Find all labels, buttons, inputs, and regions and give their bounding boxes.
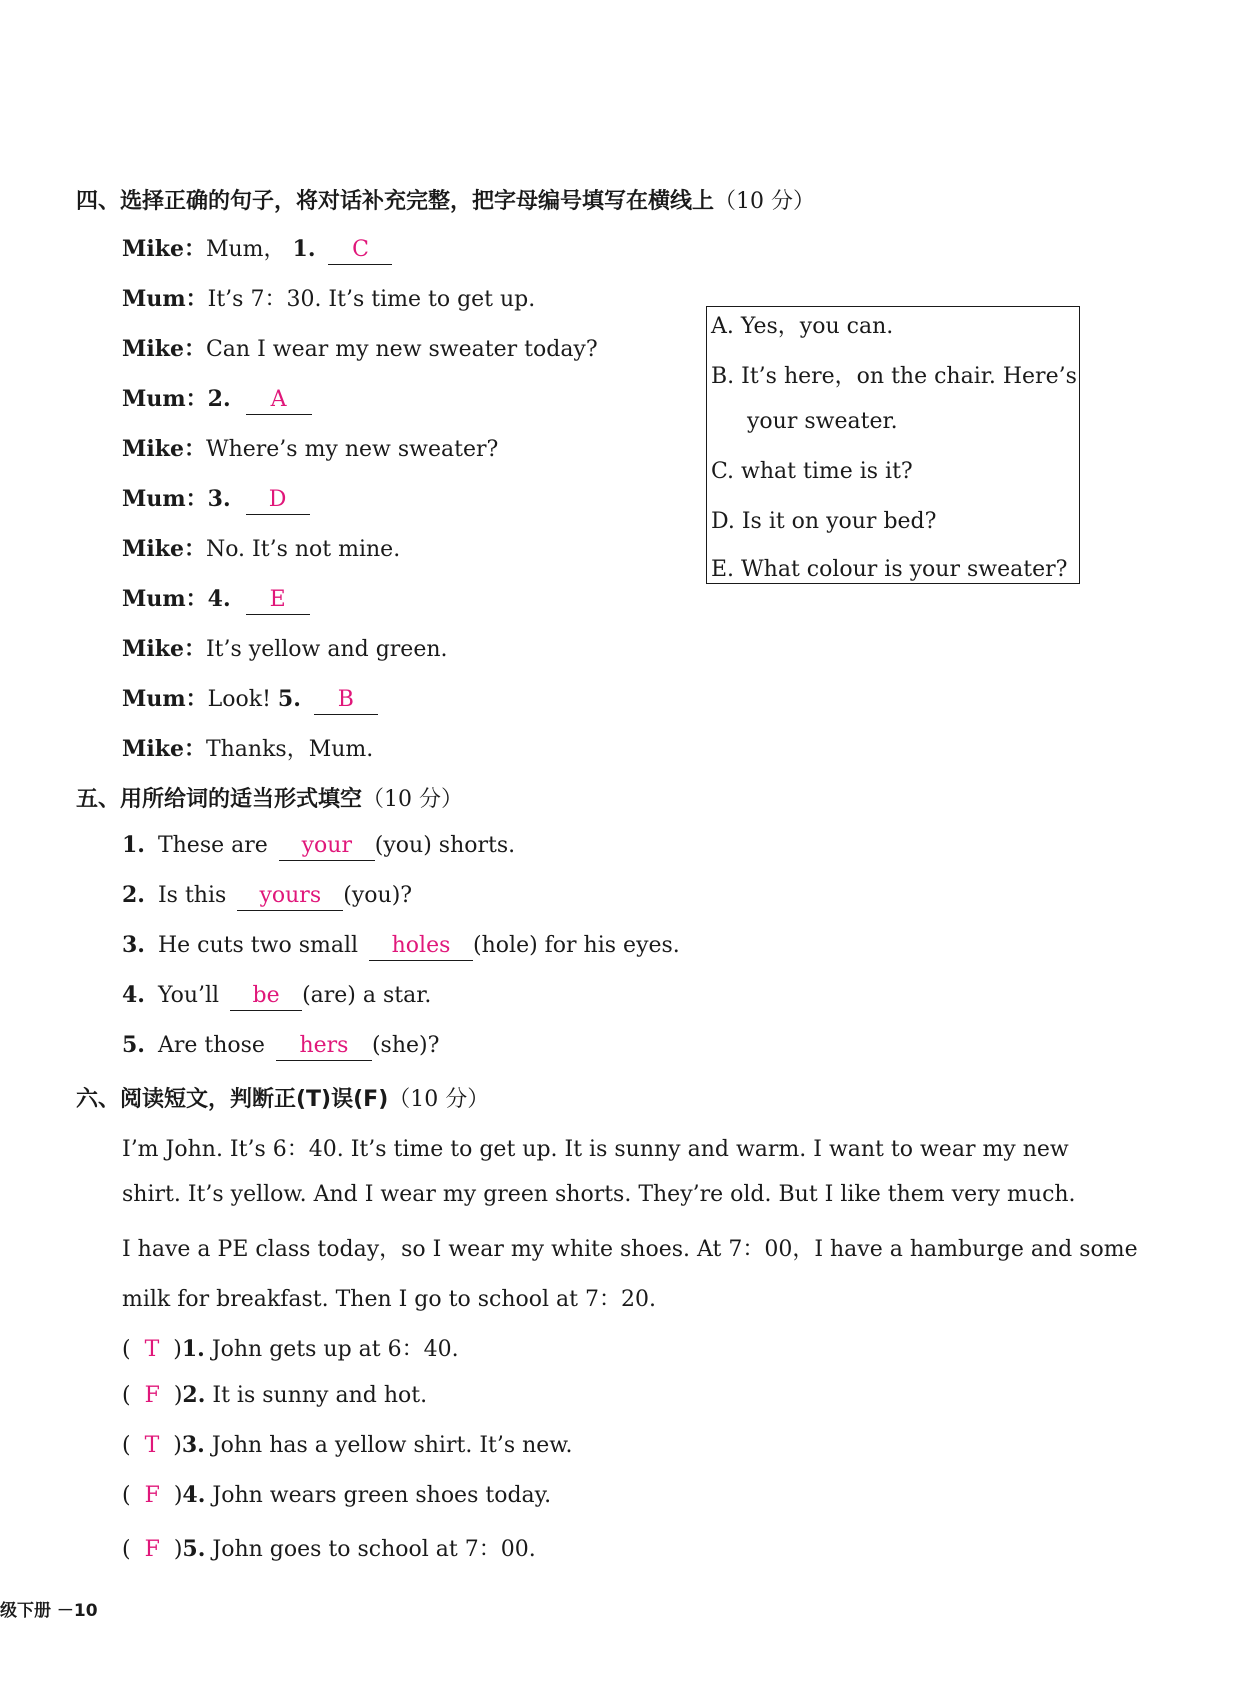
dialogue-line-2: Mum：It’s 7：30. It’s time to get up. [122,286,536,312]
fill-item-2: 2. Is this yours (you)? [122,882,412,911]
option-b-cont: your sweater. [747,409,898,434]
options-box [706,306,1080,584]
tf-question-5: ( F )5. John goes to school at 7：00. [122,1536,536,1562]
fill-item-3: 3. He cuts two small holes (hole) for his eyes. [122,932,680,961]
option-b: B. It’s here，on the chair. Here’s [711,364,1077,389]
tf-answer-3[interactable]: T [144,1433,160,1458]
tf-answer-5[interactable]: F [144,1537,160,1562]
page-footer: 级下册 －10 [0,1601,98,1621]
dialogue-line-11: Mike：Thanks，Mum. [122,736,374,762]
fill-blank-5[interactable]: hers [276,1032,372,1061]
tf-question-3: ( T )3. John has a yellow shirt. It’s new. [122,1432,573,1458]
fill-item-4: 4. You’ll be (are) a star. [122,982,431,1011]
option-d: D. Is it on your bed? [711,509,937,534]
section4-heading: 四、选择正确的句子，将对话补充完整，把字母编号填写在横线上（10 分） [76,189,816,214]
option-e: E. What colour is your sweater? [711,557,1068,582]
tf-answer-1[interactable]: T [144,1337,160,1362]
answer-blank-4[interactable]: E [246,586,310,615]
dialogue-line-9: Mike：It’s yellow and green. [122,636,448,662]
tf-question-1: ( T )1. John gets up at 6：40. [122,1336,459,1362]
passage-line-1: I’m John. It’s 6：40. It’s time to get up. It is sunny and warm. I want to wear my new [122,1137,1069,1162]
dialogue-line-1: Mike：Mum， 1. C [122,232,392,265]
fill-item-5: 5. Are those hers (she)? [122,1032,439,1061]
dialogue-line-10: Mum：Look! 5. B [122,682,378,715]
dialogue-line-8: Mum：4. E [122,582,310,615]
option-a: A. Yes，you can. [711,314,894,339]
fill-item-1: 1. These are your (you) shorts. [122,832,515,861]
passage-line-2: shirt. It’s yellow. And I wear my green shorts. They’re old. But I like them very much. [122,1182,1076,1207]
answer-blank-3[interactable]: D [246,486,310,515]
fill-blank-1[interactable]: your [279,832,375,861]
dialogue-line-7: Mike：No. It’s not mine. [122,536,401,562]
passage-line-4: milk for breakfast. Then I go to school at 7：20. [122,1287,656,1312]
fill-blank-2[interactable]: yours [237,882,343,911]
dialogue-line-4: Mum：2. A [122,382,312,415]
section5-heading: 五、用所给词的适当形式填空（10 分） [76,787,464,812]
tf-question-2: ( F )2. It is sunny and hot. [122,1382,428,1408]
dialogue-line-5: Mike：Where’s my new sweater? [122,436,499,462]
tf-question-4: ( F )4. John wears green shoes today. [122,1482,552,1508]
section6-heading: 六、阅读短文，判断正(T)误(F)（10 分） [76,1087,490,1112]
passage-line-3: I have a PE class today，so I wear my white shoes. At 7：00，I have a hamburge and some [122,1237,1138,1262]
tf-answer-4[interactable]: F [144,1483,160,1508]
option-c: C. what time is it? [711,459,913,484]
fill-blank-3[interactable]: holes [369,932,473,961]
fill-blank-4[interactable]: be [230,982,302,1011]
answer-blank-1[interactable]: C [328,236,392,265]
tf-answer-2[interactable]: F [144,1383,160,1408]
answer-blank-5[interactable]: B [314,686,378,715]
dialogue-line-3: Mike：Can I wear my new sweater today? [122,336,598,362]
dialogue-line-6: Mum：3. D [122,482,310,515]
answer-blank-2[interactable]: A [246,386,312,415]
